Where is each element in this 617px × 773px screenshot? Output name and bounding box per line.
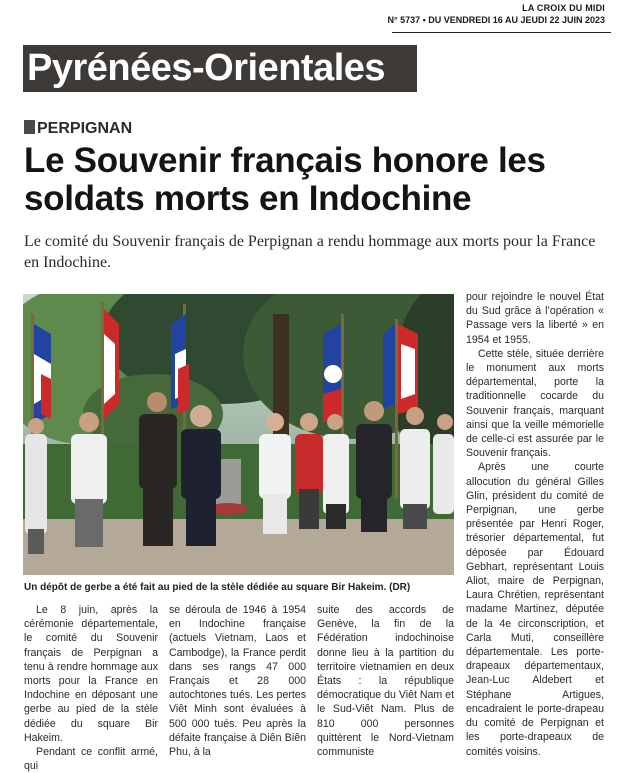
- photo-caption: Un dépôt de gerbe a été fait au pied de la stèle dédiée au square Bir Hakeim. (DR): [24, 582, 411, 593]
- kicker-square-icon: [24, 120, 35, 134]
- section-title: Pyrénées-Orientales: [27, 47, 386, 89]
- issue-line: N° 5737 • DU VENDREDI 16 AU JEUDI 22 JUIN 2023: [387, 15, 605, 25]
- article-column-3: [317, 603, 454, 759]
- paragraph: Le 8 juin, après la cérémonie départementale, le comité du Souvenir français de Perpignan a tenu à rendre hommage aux morts pour la France en Indochine en déposant une gerbe au pied de la stèle dédiée du square Bir Hakeim.: [24, 604, 158, 744]
- paragraph: Cette stèle, située derrière le monument aux morts départemental, porte la traditionnelle cocarde du Souvenir français, marquant ainsi que la veille mémorielle de celle-ci est assurée par le Souvenir français.: [466, 347, 604, 460]
- article-column-2: [169, 603, 306, 759]
- article-headline: Le Souvenir français honore les soldats morts en Indochine: [24, 141, 546, 218]
- paragraph: Pendant ce conflit armé, qui: [24, 746, 158, 773]
- masthead-rule: [392, 32, 611, 33]
- paragraph: suite des accords de Genève, la fin de la Fédération indochinoise donne lieu à la partition du territoire vietnamien en deux États : la république démocratique du Viêt Nam et le Sud-Viêt Nam. Plus de 810 000 personnes quittèrent le Nord-Vietnam communiste: [317, 604, 455, 759]
- article-column-1: [24, 603, 158, 773]
- paragraph: se déroula de 1946 à 1954 en Indochine française (actuels Vietnam, Laos et Cambodge), la France perdit dans ses rangs 47 000 Français et 28 000 autochtones tués. Les pertes Viêt Minh sont évaluées à 500 000 tués. Peu après la défaite française à Diên Biên Phu, à la: [169, 604, 306, 759]
- section-banner: [23, 45, 417, 92]
- kicker-label: PERPIGNAN: [37, 120, 133, 137]
- publication-name: LA CROIX DU MIDI: [522, 3, 605, 13]
- masthead: [387, 2, 605, 26]
- kicker: [24, 120, 132, 138]
- paragraph: pour rejoindre le nouvel État du Sud grâce à l’opération « Passage vers la liberté » en 1954 et 1955.: [466, 291, 604, 346]
- article-photo: [23, 294, 454, 575]
- article-column-4: [466, 290, 604, 759]
- article-lede: Le comité du Souvenir français de Perpignan a rendu hommage aux morts pour la France en Indochine.: [24, 233, 596, 271]
- paragraph: Après une courte allocution du général Gilles Glin, président du comité de Perpignan, une gerbe présentée par Henri Roger, trésorier départemental, fut déposée par Édouard Gebhart, représentant Louis Aliot, maire de Perpignan, Laura Chrétien, représentant madame Martinez, députée de la 4e circonscription, et Carla Muti, conseillère départementale. Les porte-drapeaux départementaux, Jean-Luc Aldebert et Stéphane Artigues, encadraient le porte-drapeau du comité de Perpignan et les porte-drapeaux de comités voisins.: [466, 461, 604, 758]
